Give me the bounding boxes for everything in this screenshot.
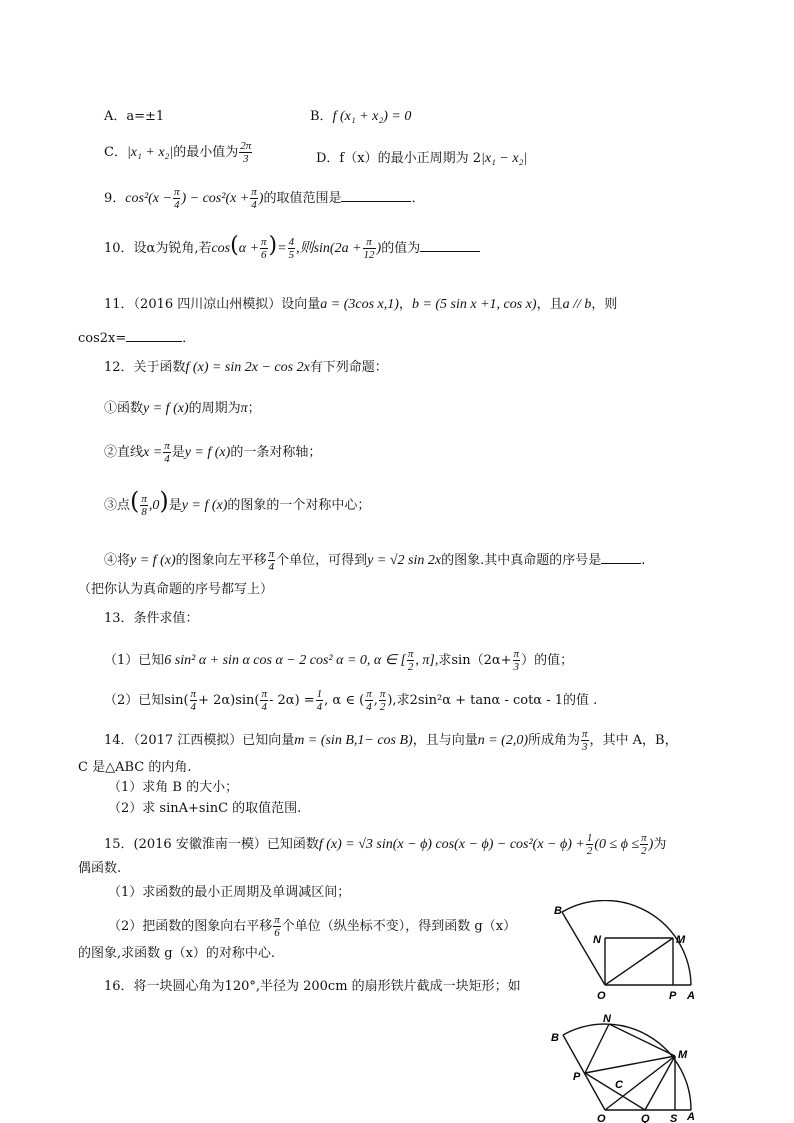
point-label-m: M xyxy=(676,934,686,946)
rect-side-pn xyxy=(585,1024,609,1073)
question-13: 13．条件求值： xyxy=(104,611,199,626)
question-11-line2: cos2x= ． xyxy=(78,328,195,348)
sector-figure-2 xyxy=(545,1010,705,1123)
question-15-line2: 偶函数. xyxy=(78,861,122,876)
point-label-c: C xyxy=(615,1079,623,1091)
q14-part-1: （1）求角 B 的大小； xyxy=(108,780,239,795)
point-label-s: S xyxy=(670,1113,678,1123)
q13-part-1: （1）已知6 sin² α + sin α cos α − 2 cos² α = 0, α ∈ [ $\frac{\pi}{2}$ , π],求sin（2α+ $\frac{\pi}{3}$ ）的值； xyxy=(104,648,574,673)
segment-pm xyxy=(585,1056,675,1073)
point-label-p: P xyxy=(669,990,677,1002)
point-label-a: A xyxy=(687,1111,695,1123)
arc-ba xyxy=(563,1024,691,1110)
q12-item-4: ④将y = f (x)的图象向左平移 $\frac{\pi}{4}$ 个单位，可得到y = √2 sin 2x的图象.其中真命题的序号是 . xyxy=(104,548,646,573)
radius-ob xyxy=(562,912,605,985)
q15-part-2-line2: 的图象,求函数 g（x）的对称中心. xyxy=(78,946,276,961)
question-15: 15．(2016 安徽淮南一模）已知函数f (x) = √3 sin(x − ϕ) cos(x − ϕ) − cos²(x − ϕ) + $\frac{1}{2}$ (0 ≤ ϕ ≤ $\frac{\pi}{2}$ )为 xyxy=(104,832,667,857)
q12-item-2: ②直线x = $\frac{\pi}{4}$ 是y = f (x)的一条对称轴； xyxy=(104,440,322,465)
q12-item-3: ③点( $\frac{\pi}{8}$ ,0)是y = f (x)的图象的一个对称中心； xyxy=(104,487,371,518)
q8-option-d: D．f（x）的最小正周期为 2|x₁ − x₂| xyxy=(316,151,528,166)
point-label-n: N xyxy=(603,1013,611,1025)
point-label-n: N xyxy=(593,934,601,946)
q12-note: （把你认为真命题的序号都写上） xyxy=(78,582,274,597)
q15-part-1: （1）求函数的最小正周期及单调减区间； xyxy=(108,885,351,900)
rect-side-nm xyxy=(609,1024,675,1056)
answer-blank[interactable] xyxy=(126,328,182,342)
q8-option-c: C．|x₁ + x₂|的最小值为 $\frac{2\pi}{3}$ xyxy=(104,140,252,165)
q8-option-b: B．f (x₁ + x₂) = 0 xyxy=(310,109,412,124)
point-label-m: M xyxy=(678,1049,688,1061)
point-label-p: P xyxy=(573,1071,581,1083)
question-12: 12．关于函数f (x) = sin 2x − cos 2x有下列命题： xyxy=(104,360,388,375)
answer-blank[interactable] xyxy=(341,188,411,202)
diagonal-om xyxy=(605,938,673,985)
q12-item-1: ①函数y = f (x)的周期为π； xyxy=(104,401,261,416)
answer-blank[interactable] xyxy=(601,550,641,564)
question-16: 16．将一块圆心角为120°,半径为 200cm 的扇形铁片截成一块矩形；如 xyxy=(104,979,521,994)
point-label-b: B xyxy=(554,905,562,917)
sector-figure-1 xyxy=(545,900,705,1005)
rect-side-mq xyxy=(645,1056,675,1110)
q14-part-2: （2）求 sinA+sinC 的取值范围. xyxy=(108,801,302,816)
point-label-b: B xyxy=(551,1032,559,1044)
answer-blank[interactable] xyxy=(420,238,480,252)
question-14: 14．（2017 江西模拟）已知向量m = (sin B,1− cos B)，且与向量n = (2,0)所成角为 $\frac{\pi}{3}$ ，其中 A，B， xyxy=(104,728,678,753)
point-label-a: A xyxy=(687,990,695,1002)
question-10: 10．设α为锐角,若cos(α + $\frac{\pi}{6}$ )= $\frac{4}{5}$ ,则sin(2a + $\frac{\pi}{12}$ )的值为 xyxy=(104,236,480,261)
point-label-q: Q xyxy=(641,1113,650,1123)
q13-part-2: （2）已知sin( $\frac{\pi}{4}$ + 2α)sin( $\frac{\pi}{4}$ - 2α) = $\frac{1}{4}$ , α ∈ ( $\frac{\pi}{4}$ , $\frac{\pi}{2}$ ),求2sin²α + tanα - cotα - 1的值 . xyxy=(104,688,598,713)
question-11: 11．（2016 四川凉山州模拟）设向量a = (3cos x,1)，b = (5 sin x +1, cos x)，且a // b，则 xyxy=(104,297,618,312)
point-label-o: O xyxy=(597,990,606,1002)
question-9: 9．cos²(x − $\frac{\pi}{4}$ ) − cos²(x + $\frac{\pi}{4}$ )的取值范围是 ． xyxy=(104,186,425,211)
q8-option-a: A．a=±1 xyxy=(104,109,165,124)
arc-ba xyxy=(562,900,691,985)
q15-part-2: （2）把函数的图象向右平移 $\frac{\pi}{6}$ 个单位（纵坐标不变），得到函数 g（x） xyxy=(108,914,517,939)
point-label-o: O xyxy=(597,1113,606,1123)
question-14-line2: C 是△ABC 的内角. xyxy=(78,760,192,775)
